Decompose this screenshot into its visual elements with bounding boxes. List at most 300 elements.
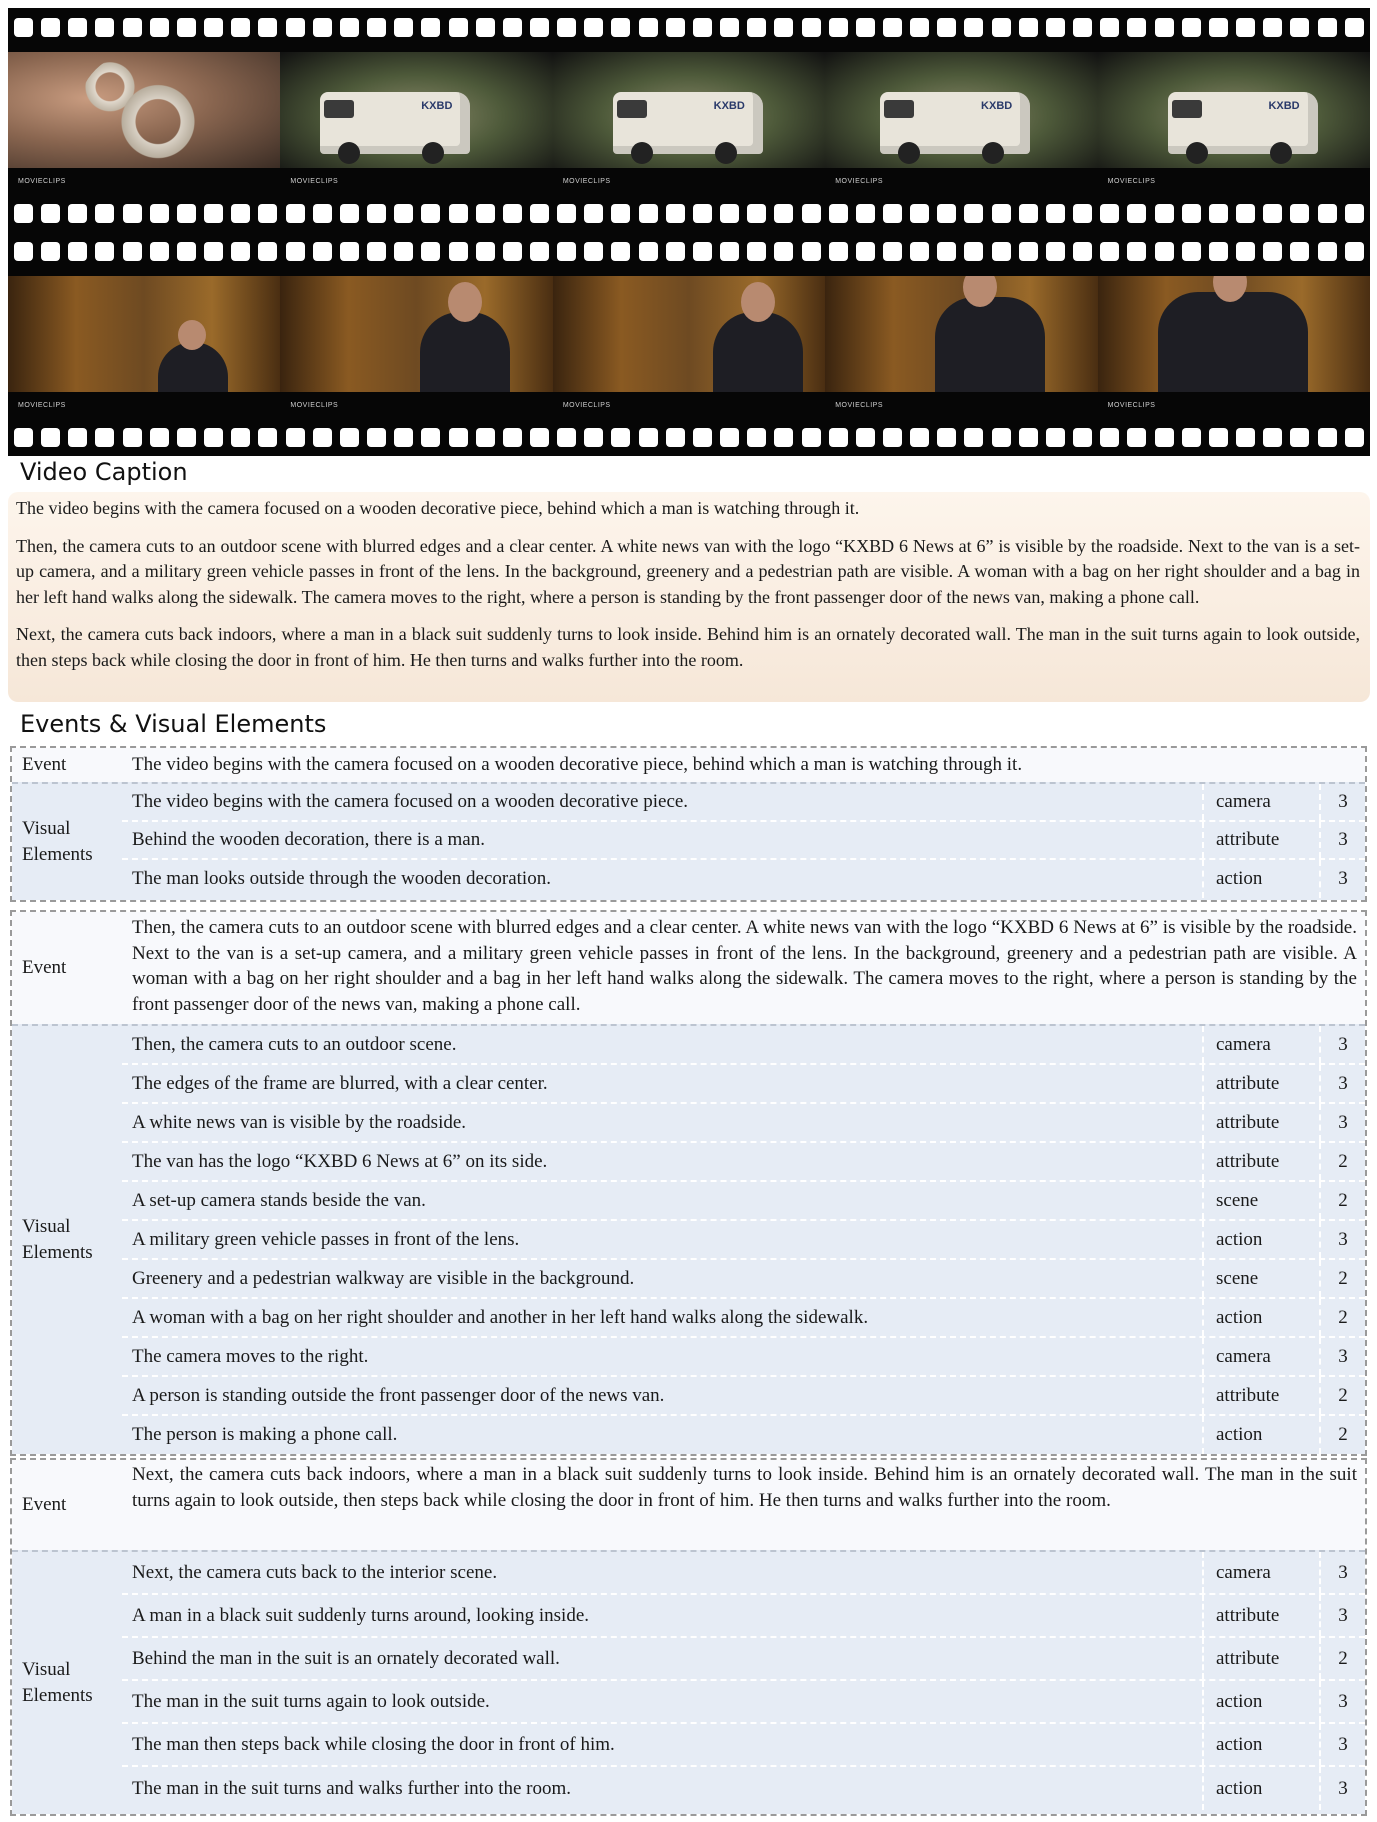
ve-score: 3 (1338, 1733, 1348, 1755)
sprocket-hole (340, 204, 359, 223)
sprocket-hole (313, 242, 332, 261)
visual-element-row (122, 1681, 1365, 1724)
watermark: MOVIECLIPS (562, 178, 611, 185)
sprocket-hole (503, 242, 522, 261)
sprocket-hole (1318, 204, 1337, 223)
sprocket-hole (910, 428, 929, 447)
ve-score: 3 (1338, 1111, 1348, 1133)
sprocket-hole (666, 242, 685, 261)
sprocket-hole (557, 18, 576, 37)
sprocket-hole (204, 18, 223, 37)
video-frame (825, 52, 1097, 188)
sprocket-holes (14, 240, 1364, 262)
sprocket-hole (747, 204, 766, 223)
ve-type: action (1204, 860, 1321, 898)
sprocket-hole (95, 204, 114, 223)
caption-paragraph: Next, the camera cuts back indoors, where a man in a black suit suddenly turns to look inside. Behind him is an ornately decorated wall. The man in the suit turns again to look outside, then steps back while closing the door in front of him. He then turns and walks further into the room. (16, 624, 1360, 670)
ve-score: 3 (1338, 1604, 1348, 1626)
sprocket-hole (1236, 18, 1255, 37)
sprocket-hole (231, 242, 250, 261)
ve-type: attribute (1204, 1377, 1321, 1414)
sprocket-hole (1182, 428, 1201, 447)
sprocket-hole (286, 18, 305, 37)
video-frame (8, 276, 280, 412)
sprocket-hole (584, 204, 603, 223)
ve-score: 2 (1338, 1189, 1348, 1211)
frame-image (825, 276, 1097, 392)
sprocket-hole (1182, 204, 1201, 223)
caption-box (8, 492, 1370, 702)
sprocket-hole (449, 204, 468, 223)
frame-image (825, 52, 1097, 168)
ve-score: 3 (1338, 1228, 1348, 1250)
visual-elements-area (12, 1024, 1365, 1454)
ve-text: A white news van is visible by the roadside. (122, 1104, 1204, 1141)
ve-score: 3 (1338, 791, 1348, 812)
frame-row (8, 52, 1370, 188)
sprocket-hole (639, 18, 658, 37)
sprocket-hole (829, 428, 848, 447)
news-van (613, 92, 763, 154)
sprocket-hole (41, 18, 60, 37)
sprocket-hole (1290, 18, 1309, 37)
sprocket-hole (258, 18, 277, 37)
sprocket-hole (41, 204, 60, 223)
sprocket-hole (1046, 242, 1065, 261)
events-title: Events & Visual Elements (20, 710, 327, 738)
ve-score: 3 (1338, 1072, 1348, 1094)
sprocket-hole (258, 428, 277, 447)
film-strip-bottom (8, 232, 1370, 456)
ve-type: camera (1204, 1552, 1321, 1593)
ve-type: action (1204, 1416, 1321, 1454)
watermark: MOVIECLIPS (562, 402, 611, 409)
ve-type: attribute (1204, 1595, 1321, 1636)
sprocket-hole (123, 428, 142, 447)
frame-image (8, 276, 280, 392)
news-van (320, 92, 470, 154)
frame-image (553, 52, 825, 168)
sprocket-hole (774, 242, 793, 261)
sprocket-hole (1046, 204, 1065, 223)
video-frame (1098, 276, 1370, 412)
sprocket-hole (1155, 242, 1174, 261)
watermark: MOVIECLIPS (290, 402, 339, 409)
event-label: Event (22, 754, 67, 775)
sprocket-hole (992, 242, 1011, 261)
video-frame (8, 52, 280, 188)
event-row (12, 912, 1365, 1024)
video-frame (825, 276, 1097, 412)
sprocket-hole (231, 204, 250, 223)
ve-text: The video begins with the camera focused on a wooden decorative piece. (122, 784, 1204, 820)
visual-elements-area (12, 1550, 1365, 1814)
sprocket-hole (693, 204, 712, 223)
sprocket-hole (1019, 18, 1038, 37)
ve-type: camera (1204, 1026, 1321, 1063)
sprocket-hole (1100, 18, 1119, 37)
sprocket-hole (666, 204, 685, 223)
ve-type: action (1204, 1299, 1321, 1336)
ve-score: 3 (1338, 1345, 1348, 1367)
ve-text: Behind the wooden decoration, there is a man. (122, 822, 1204, 858)
sprocket-hole (747, 428, 766, 447)
sprocket-hole (367, 204, 386, 223)
sprocket-hole (829, 204, 848, 223)
ve-score: 3 (1338, 829, 1348, 850)
sprocket-hole (1046, 428, 1065, 447)
sprocket-hole (937, 204, 956, 223)
sprocket-hole (1127, 428, 1146, 447)
sprocket-hole (14, 428, 33, 447)
event-text: Next, the camera cuts back indoors, where a man in a black suit suddenly turns to look inside. Behind him is an ornately decorated wall. The man in the suit turns again to look outside, then steps back while closing the door in front of him. He then turns and walks further into the room. (132, 1464, 1357, 1511)
ve-text: The camera moves to the right. (122, 1338, 1204, 1375)
visual-element-row (122, 1221, 1365, 1260)
sprocket-hole (204, 242, 223, 261)
sprocket-hole (883, 18, 902, 37)
watermark: MOVIECLIPS (1107, 402, 1156, 409)
sprocket-hole (964, 18, 983, 37)
sprocket-hole (68, 428, 87, 447)
sprocket-hole (802, 428, 821, 447)
sprocket-hole (41, 242, 60, 261)
sprocket-hole (666, 428, 685, 447)
visual-elements-list (122, 1026, 1365, 1454)
event-text: The video begins with the camera focused on a wooden decorative piece, behind which a man is watching through it. (132, 754, 1023, 775)
visual-elements-area (12, 782, 1365, 900)
ve-text: Behind the man in the suit is an ornately decorated wall. (122, 1638, 1204, 1679)
sprocket-hole (177, 242, 196, 261)
video-frame (1098, 52, 1370, 188)
sprocket-hole (286, 204, 305, 223)
sprocket-hole (421, 204, 440, 223)
sprocket-hole (95, 18, 114, 37)
sprocket-hole (557, 242, 576, 261)
frame-image (280, 276, 552, 392)
visual-element-row (122, 1299, 1365, 1338)
van-logo: KXBD (713, 100, 745, 112)
sprocket-hole (68, 242, 87, 261)
man-in-suit (1158, 292, 1308, 392)
sprocket-hole (1290, 204, 1309, 223)
ve-type: attribute (1204, 1065, 1321, 1102)
sprocket-hole (1209, 18, 1228, 37)
ve-score: 2 (1338, 1424, 1348, 1445)
sprocket-hole (584, 18, 603, 37)
sprocket-hole (1073, 242, 1092, 261)
sprocket-hole (1236, 242, 1255, 261)
ve-score: 2 (1338, 1306, 1348, 1328)
sprocket-hole (231, 428, 250, 447)
caption-title: Video Caption (20, 458, 188, 486)
sprocket-hole (231, 18, 250, 37)
sprocket-hole (964, 204, 983, 223)
video-frame (280, 276, 552, 412)
sprocket-hole (449, 428, 468, 447)
van-logo: KXBD (981, 100, 1013, 112)
sprocket-hole (856, 204, 875, 223)
sprocket-hole (1318, 428, 1337, 447)
sprocket-hole (1290, 242, 1309, 261)
ve-text: The man then steps back while closing the door in front of him. (122, 1724, 1204, 1765)
sprocket-hole (1209, 242, 1228, 261)
ve-type: attribute (1204, 1638, 1321, 1679)
sprocket-hole (1073, 428, 1092, 447)
sprocket-hole (1127, 242, 1146, 261)
frame-image (280, 52, 552, 168)
visual-element-row (122, 1767, 1365, 1810)
ve-score: 2 (1338, 1150, 1348, 1172)
sprocket-hole (964, 428, 983, 447)
sprocket-hole (123, 204, 142, 223)
ve-score: 3 (1338, 1690, 1348, 1712)
event-block (10, 746, 1367, 902)
sprocket-hole (150, 428, 169, 447)
man-in-suit (420, 312, 510, 392)
man-in-suit (713, 312, 803, 392)
sprocket-hole (476, 242, 495, 261)
watermark: MOVIECLIPS (835, 178, 884, 185)
ve-text: The van has the logo “KXBD 6 News at 6” on its side. (122, 1143, 1204, 1180)
ve-text: The man in the suit turns and walks further into the room. (122, 1767, 1204, 1810)
ve-text: A person is standing outside the front passenger door of the news van. (122, 1377, 1204, 1414)
visual-element-row (122, 1026, 1365, 1065)
sprocket-hole (1182, 18, 1201, 37)
sprocket-hole (747, 18, 766, 37)
sprocket-hole (611, 18, 630, 37)
sprocket-hole (910, 204, 929, 223)
ve-score: 2 (1338, 1647, 1348, 1669)
sprocket-hole (421, 242, 440, 261)
ve-text: The person is making a phone call. (122, 1416, 1204, 1454)
sprocket-hole (1155, 204, 1174, 223)
visual-element-row (122, 1065, 1365, 1104)
visual-elements-label: Visual Elements (22, 1216, 93, 1263)
video-frame (553, 276, 825, 412)
sprocket-hole (1263, 204, 1282, 223)
sprocket-hole (530, 204, 549, 223)
frame-image (1098, 276, 1370, 392)
ve-type: action (1204, 1221, 1321, 1258)
sprocket-hole (747, 242, 766, 261)
van-logo: KXBD (1268, 100, 1300, 112)
sprocket-hole (666, 18, 685, 37)
sprocket-hole (1345, 204, 1364, 223)
sprocket-hole (584, 428, 603, 447)
sprocket-hole (340, 18, 359, 37)
sprocket-hole (774, 428, 793, 447)
frame-image (553, 276, 825, 392)
sprocket-hole (856, 242, 875, 261)
visual-element-row (122, 860, 1365, 898)
ve-type: action (1204, 1724, 1321, 1765)
ve-text: Greenery and a pedestrian walkway are visible in the background. (122, 1260, 1204, 1297)
sprocket-hole (150, 204, 169, 223)
ve-score: 3 (1338, 868, 1348, 889)
event-label: Event (22, 957, 67, 978)
sprocket-hole (1127, 204, 1146, 223)
visual-element-row (122, 1182, 1365, 1221)
sprocket-hole (1100, 428, 1119, 447)
ve-type: attribute (1204, 1104, 1321, 1141)
man-in-suit (935, 297, 1045, 392)
sprocket-hole (1318, 242, 1337, 261)
sprocket-hole (394, 242, 413, 261)
sprocket-hole (421, 428, 440, 447)
sprocket-holes (14, 16, 1364, 38)
sprocket-hole (1209, 428, 1228, 447)
sprocket-hole (802, 242, 821, 261)
sprocket-hole (449, 18, 468, 37)
sprocket-hole (720, 242, 739, 261)
sprocket-hole (639, 428, 658, 447)
ve-text: A woman with a bag on her right shoulder and another in her left hand walks along the sidewalk. (122, 1299, 1204, 1336)
sprocket-hole (1127, 18, 1146, 37)
sprocket-hole (204, 428, 223, 447)
ve-text: The edges of the frame are blurred, with a clear center. (122, 1065, 1204, 1102)
visual-element-row (122, 1377, 1365, 1416)
sprocket-hole (41, 428, 60, 447)
sprocket-hole (177, 428, 196, 447)
sprocket-hole (557, 204, 576, 223)
wooden-ornament (78, 52, 238, 168)
sprocket-hole (883, 428, 902, 447)
visual-element-row (122, 1143, 1365, 1182)
event-row (12, 748, 1365, 782)
ve-type: attribute (1204, 822, 1321, 858)
visual-element-row (122, 1338, 1365, 1377)
visual-element-row (122, 1260, 1365, 1299)
sprocket-hole (910, 18, 929, 37)
frame-row (8, 276, 1370, 412)
sprocket-hole (937, 428, 956, 447)
sprocket-hole (313, 204, 332, 223)
sprocket-hole (286, 428, 305, 447)
sprocket-hole (829, 242, 848, 261)
sprocket-hole (177, 18, 196, 37)
ve-score: 2 (1338, 1384, 1348, 1406)
visual-element-row (122, 1595, 1365, 1638)
sprocket-hole (1100, 204, 1119, 223)
sprocket-hole (1263, 18, 1282, 37)
ve-score: 3 (1338, 1033, 1348, 1055)
ve-type: scene (1204, 1182, 1321, 1219)
sprocket-hole (340, 428, 359, 447)
sprocket-hole (258, 242, 277, 261)
ve-score: 3 (1338, 1777, 1348, 1799)
sprocket-hole (150, 242, 169, 261)
ve-type: attribute (1204, 1143, 1321, 1180)
event-block (10, 1458, 1367, 1816)
sprocket-hole (802, 204, 821, 223)
sprocket-hole (123, 242, 142, 261)
sprocket-hole (992, 428, 1011, 447)
sprocket-hole (177, 204, 196, 223)
sprocket-hole (639, 242, 658, 261)
ve-text: A military green vehicle passes in front of the lens. (122, 1221, 1204, 1258)
sprocket-hole (1345, 242, 1364, 261)
sprocket-hole (204, 204, 223, 223)
sprocket-hole (394, 204, 413, 223)
sprocket-hole (1155, 18, 1174, 37)
sprocket-hole (1019, 428, 1038, 447)
sprocket-hole (14, 204, 33, 223)
sprocket-hole (1236, 428, 1255, 447)
ve-type: action (1204, 1681, 1321, 1722)
sprocket-hole (964, 242, 983, 261)
sprocket-hole (530, 242, 549, 261)
video-frame (280, 52, 552, 188)
sprocket-hole (340, 242, 359, 261)
sprocket-hole (720, 204, 739, 223)
ve-text: The man in the suit turns again to look outside. (122, 1681, 1204, 1722)
sprocket-hole (1263, 242, 1282, 261)
sprocket-hole (1290, 428, 1309, 447)
ve-type: scene (1204, 1260, 1321, 1297)
sprocket-hole (1236, 204, 1255, 223)
visual-element-row (122, 822, 1365, 860)
film-strip-top (8, 8, 1370, 232)
visual-element-row (122, 1638, 1365, 1681)
sprocket-hole (611, 204, 630, 223)
sprocket-hole (68, 18, 87, 37)
sprocket-hole (856, 428, 875, 447)
sprocket-hole (14, 18, 33, 37)
sprocket-hole (1019, 204, 1038, 223)
sprocket-hole (123, 18, 142, 37)
sprocket-hole (992, 204, 1011, 223)
sprocket-hole (774, 204, 793, 223)
news-van (1168, 92, 1318, 154)
watermark: MOVIECLIPS (290, 178, 339, 185)
man-in-suit (158, 342, 228, 392)
sprocket-hole (476, 18, 495, 37)
watermark: MOVIECLIPS (18, 402, 66, 409)
sprocket-hole (937, 242, 956, 261)
sprocket-hole (476, 428, 495, 447)
visual-element-row (122, 1724, 1365, 1767)
event-label: Event (22, 1494, 67, 1515)
sprocket-hole (286, 242, 305, 261)
sprocket-hole (530, 428, 549, 447)
sprocket-hole (313, 428, 332, 447)
sprocket-hole (1209, 204, 1228, 223)
event-text: Then, the camera cuts to an outdoor scene with blurred edges and a clear center. A white news van with the logo “KXBD 6 News at 6” is visible by the roadside. Next to the van is a set-up camera, and a military green vehicle passes in front of the lens. In the background, greenery and a pedestrian path are visible. A woman with a bag on her right shoulder and a bag in her left hand walks along the sidewalk. The camera moves to the right, where a person is standing by the front passenger door of the news van, making a phone call. (132, 917, 1357, 1015)
sprocket-hole (856, 18, 875, 37)
sprocket-hole (937, 18, 956, 37)
sprocket-hole (910, 242, 929, 261)
visual-elements-list (122, 1552, 1365, 1814)
sprocket-hole (693, 428, 712, 447)
sprocket-hole (883, 204, 902, 223)
sprocket-hole (503, 204, 522, 223)
watermark: MOVIECLIPS (835, 402, 884, 409)
sprocket-hole (313, 18, 332, 37)
ve-text: A set-up camera stands beside the van. (122, 1182, 1204, 1219)
ve-type: camera (1204, 784, 1321, 820)
visual-elements-label: Visual Elements (22, 1659, 93, 1706)
ve-score: 3 (1338, 1561, 1348, 1583)
sprocket-hole (693, 242, 712, 261)
sprocket-hole (639, 204, 658, 223)
sprocket-hole (802, 18, 821, 37)
ve-text: Next, the camera cuts back to the interior scene. (122, 1552, 1204, 1593)
ve-score: 2 (1338, 1267, 1348, 1289)
sprocket-hole (829, 18, 848, 37)
sprocket-hole (720, 428, 739, 447)
sprocket-hole (1182, 242, 1201, 261)
frame-image (1098, 52, 1370, 168)
